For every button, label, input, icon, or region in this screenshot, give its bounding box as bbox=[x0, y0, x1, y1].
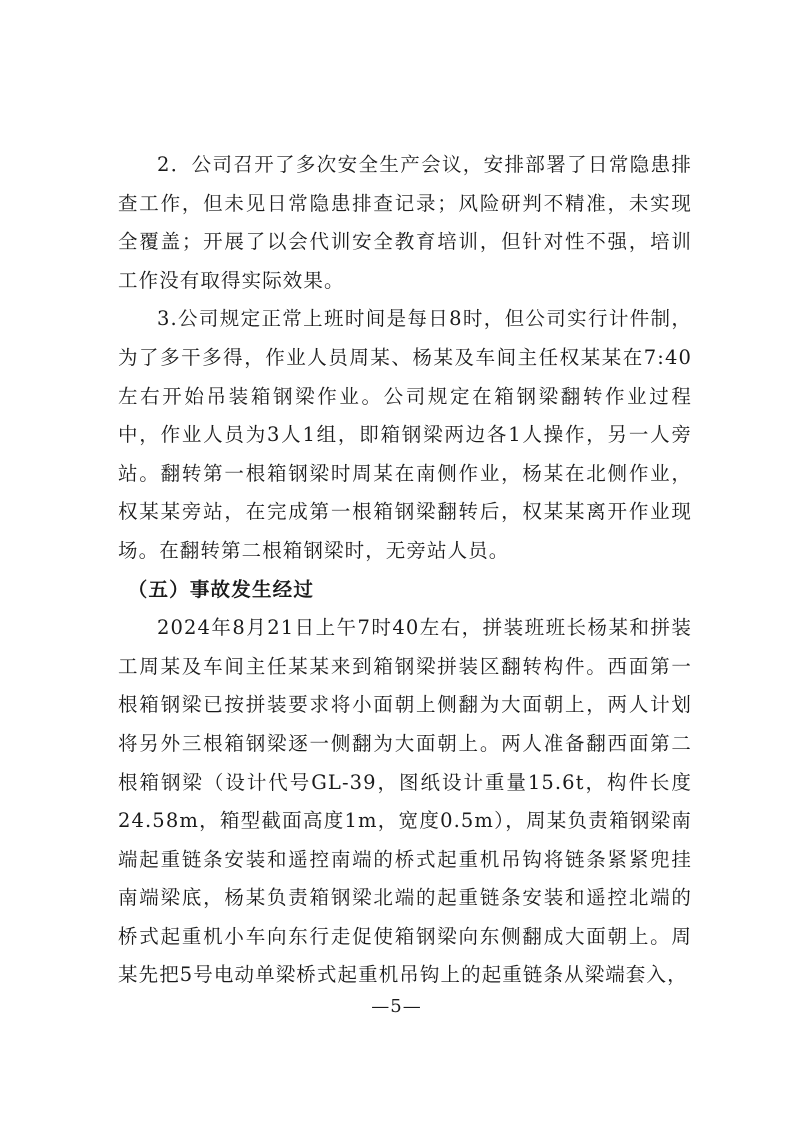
paragraph-item-3: 3.公司规定正常上班时间是每日8时，但公司实行计件制，为了多干多得，作业人员周某、杨某及车间主任权某某在7:40左右开始吊装箱钢梁作业。公司规定在箱钢梁翻转作业过程中，作业人员为3人1组，即箱钢梁两边各1人操作，另一人旁站。翻转第一根箱钢梁时周某在南侧作业，杨某在北侧作业，权某某旁站，在完成第一根箱钢梁翻转后，权某某离开作业现场。在翻转第二根箱钢梁时，无旁站人员。 bbox=[118, 307, 692, 562]
section-heading: （五）事故发生经过 bbox=[127, 577, 315, 601]
section-paragraph: 2024年8月21日上午7时40左右，拼装班班长杨某和拼装工周某及车间主任某某来到箱钢梁拼装区翻转构件。西面第一根箱钢梁已按拼装要求将小面朝上侧翻为大面朝上，两人计划将另外三根箱钢梁逐一侧翻为大面朝上。两人准备翻西面第二根箱钢梁（设计代号GL-39，图纸设计重量15.6t，构件长度24.58m，箱型截面高度1m，宽度0.5m），周某负责箱钢梁南端起重链条安装和遥控南端的桥式起重机吊钩将链条紧紧兜挂南端梁底，杨某负责箱钢梁北端的起重链条安装和遥控北端的桥式起重机小车向东行走促使箱钢梁向东侧翻成大面朝上。周某先把5号电动单梁桥式起重机吊钩上的起重链条从梁端套入， bbox=[118, 616, 692, 987]
page-number: —5— bbox=[371, 996, 422, 1017]
document-body bbox=[118, 146, 692, 995]
paragraph-item-2: 2．公司召开了多次安全生产会议，安排部署了日常隐患排查工作，但未见日常隐患排查记录；风险研判不精准，未实现全覆盖；开展了以会代训安全教育培训，但针对性不强，培训工作没有取得实际效果。 bbox=[118, 153, 692, 292]
